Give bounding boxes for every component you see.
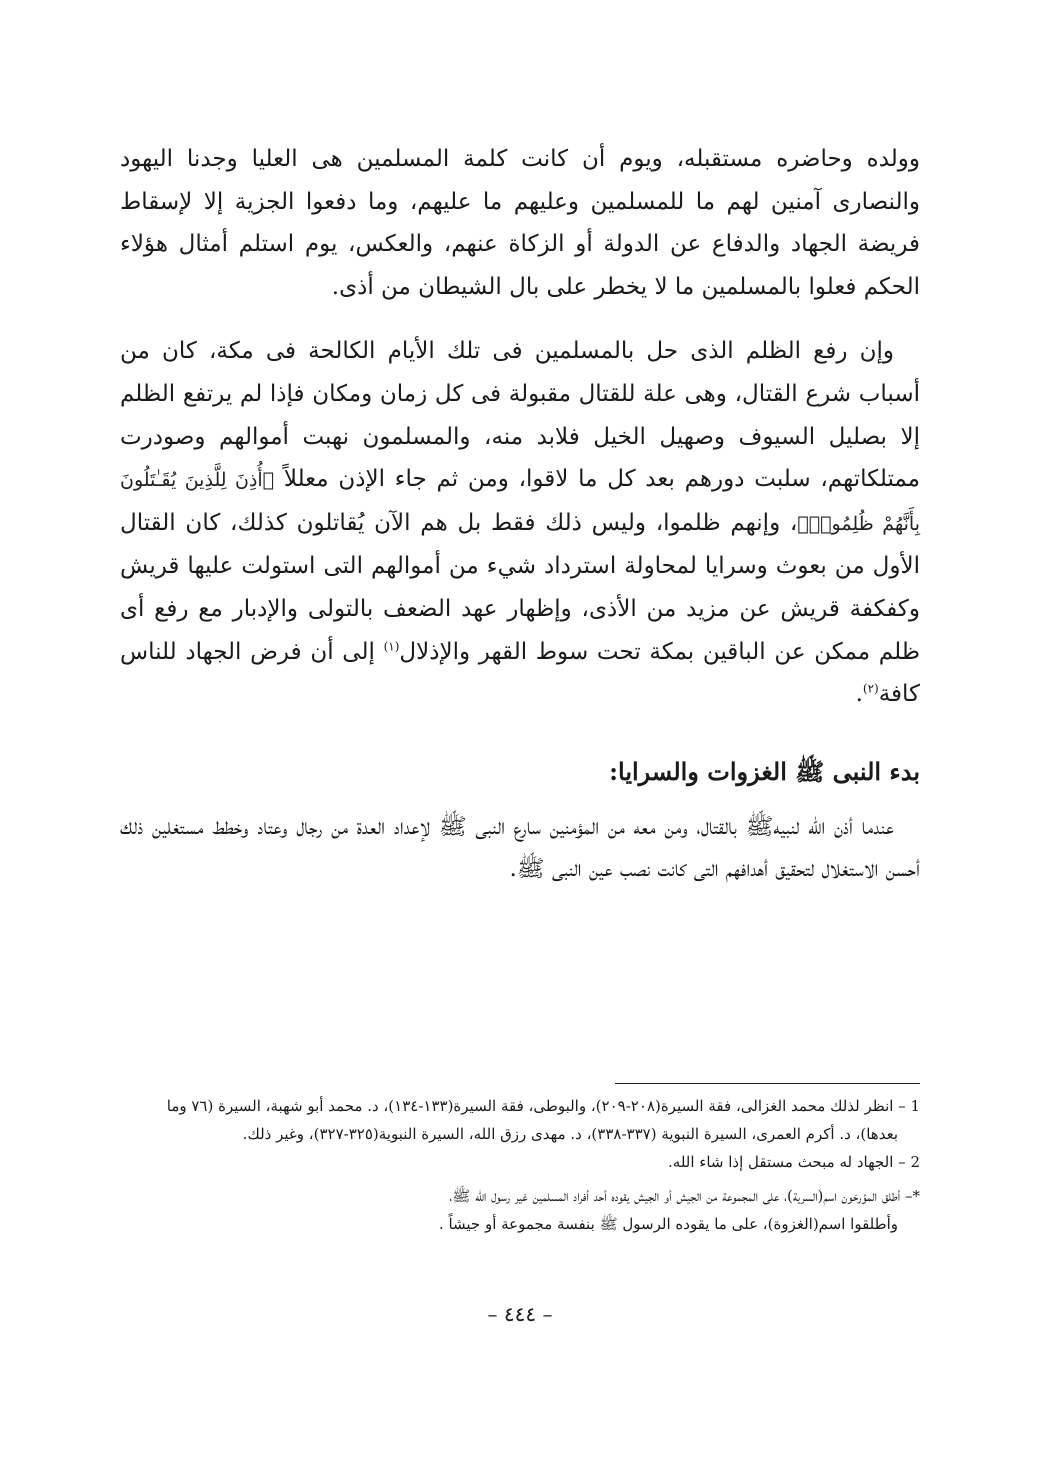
- footnote-star-line-2: وأطلقوا اسم(الغزوة)، على ما يقوده الرسول ﷺ بنفسة مجموعة أو جيشاً .: [438, 1215, 898, 1233]
- paragraph-2-text-c: إلى أن فرض الجهاد للناس كافة: [120, 638, 920, 708]
- quran-verse: ﴿أُذِنَ لِلَّذِينَ يُقَـٰتَلُونَ بِأَنَّهُمْ ظُلِمُوا۟﴾: [120, 469, 920, 535]
- footnote-ref-1[interactable]: (١): [383, 638, 400, 653]
- footnotes: [120, 1092, 920, 1238]
- footnote-1-line-2: بعدها)، د. أكرم العمرى، السيرة النبوية (٣٣٧-٣٣٨)، د. مهدى رزق الله، السيرة النبوية(٣٢٥-٣٢٧)، وغير ذلك.: [242, 1125, 898, 1143]
- paragraph-2-text-d: .: [855, 681, 863, 708]
- paragraph-2-text-b: ، وإنهم ظلموا، وليس ذلك فقط بل هم الآن يُقاتلون كذلك، كان القتال الأول من بعوث وسرايا لمحاولة استرداد شيء من أموالهم التى استولت عليها قريش وكفكفة قريش عن مزيد من الأذى، وإظهار عهد الضعف بالتولى والإدبار مع رفع أى ظلم ممكن عن الباقين بمكة تحت سوط القهر والإذلال: [120, 509, 921, 665]
- footnote-2: [120, 1148, 920, 1176]
- page-number: – ٤٤٤ –: [487, 1302, 553, 1326]
- paragraph-1: وولده وحاضره مستقبله، ويوم أن كانت كلمة المسلمين هى العليا وجدنا اليهود والنصارى آمنين لهم ما للمسلمين وعليهم ما عليهم، وما دفعوا الجزية إلا لإسقاط فريضة الجهاد والدفاع عن الدولة أو الزكاة عنهم، والعكس، يوم استلم أمثال هؤلاء الحكم فعلوا بالمسلمين ما لا يخطر على بال الشيطان من أذى.: [120, 146, 920, 300]
- footnote-star: [120, 1182, 920, 1238]
- paragraph-2: [120, 330, 920, 715]
- section-heading: بدء النبى ﷺ الغزوات والسرايا:: [609, 756, 920, 786]
- page-body: [120, 138, 920, 891]
- footnote-2-line-1: 2 – الجهاد له مبحث مستقل إذا شاء الله.: [668, 1153, 920, 1171]
- paragraph-2-text-a: وإن رفع الظلم الذى حل بالمسلمين فى تلك الأيام الكالحة فى مكة، كان من أسباب شرع القتال، وهى علة للقتال مقبولة فى كل زمان ومكان فإذا لم يرتفع الظلم إلا بصليل السيوف وصهيل الخيل فلابد منه، والمسلمون نهبت أموالهم وصودرت ممتلكاتهم، سلبت دورهم بعد كل ما لاقوا، ومن ثم جاء الإذن معللاً: [120, 338, 920, 493]
- paragraph-3: عندما أذن الله لنبيهﷺ بالقتال، ومن معه من المؤمنين سارع النبى ﷺ لإعداد العدة من رجال وعتاد وخطط مستغلين ذلك أحسن الاستغلال لتحقيق أهدافهم التى كانت نصب عين النبى ﷺ.: [120, 813, 920, 883]
- footnote-star-line-1: *– أطلق المؤرخون اسم(السرية)، على المجموعة من الجيش أو الجيش يقوده أحد أفراد المسلمين غير رسول الله ﷺ،: [449, 1187, 920, 1205]
- footnote-divider: [615, 1083, 920, 1084]
- footnote-ref-2[interactable]: (٢): [862, 681, 879, 696]
- footnote-1: [120, 1092, 920, 1148]
- footnote-1-line-1: 1 – انظر لذلك محمد الغزالى، فقة السيرة(٢٠٨-٢٠٩)، والبوطى، فقة السيرة(١٣٣-١٣٤)، د. محمد أبو شهبة، السيرة (٧٦ وما: [166, 1097, 920, 1115]
